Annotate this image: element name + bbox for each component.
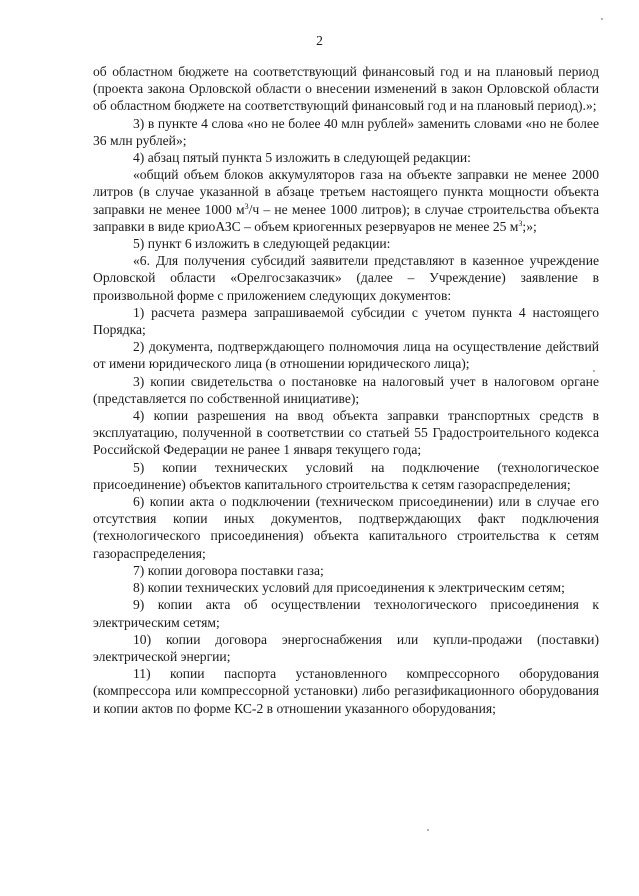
paragraph-amendment-5: 5) пункт 6 изложить в следующей редакции: (133, 236, 391, 252)
scan-speck (601, 18, 603, 20)
superscript-cubic-2: 3 (518, 218, 523, 228)
paragraph-amendment-3: 3) в пункте 4 слова «но не более 40 млн рублей» заменить словами «но не более 36 млн рублей»; (93, 115, 599, 148)
document-item-8: 8) копии технических условий для присоединения к электрическим сетям; (133, 580, 565, 596)
document-item-1: 1) расчета размера запрашиваемой субсидии с учетом пункта 4 настоящего Порядка; (93, 304, 599, 338)
document-item-4: 4) копии разрешения на ввод объекта заправки транспортных средств в эксплуатацию, полученной в соответствии со статьей 55 Градостроительного кодекса Российской Федерации не ранее 1 января текущего года; (93, 408, 599, 458)
paragraph-gas-storage-volume (93, 166, 599, 235)
scan-speck (593, 370, 595, 372)
scan-speck (427, 829, 429, 831)
gas-storage-text-part-3: ;»; (522, 218, 537, 234)
document-item-11: 11) копии паспорта установленного компрессорного оборудования (компрессора или компрессорной установки) либо регазификационного оборудования и копии актов по форме КС-2 в отношении указанного оборудования; (93, 666, 599, 716)
document-item-7: 7) копии договора поставки газа; (133, 562, 324, 578)
gas-storage-text-part-1: «общий объем блоков аккумуляторов газа на объекте заправки не менее 2000 литров (в случае указанной в абзаце третьем настоящего пункта мощности объекта заправки не менее 1000 м (93, 167, 599, 217)
document-item-5: 5) копии технических условий на подключение (технологическое присоединение) объектов капитального строительства к сетям газораспределения; (93, 459, 599, 492)
document-item-6: 6) копии акта о подключении (техническом присоединении) или в случае его отсутствия копии иных документов, подтверждающих факт подключения (технологического присоединения) объекта капитального строительства к сетям газораспределения; (93, 494, 599, 561)
document-item-2: 2) документа, подтверждающего полномочия лица на осуществление действий от имени юридического лица (в отношении юридического лица); (93, 339, 599, 372)
document-body (93, 63, 599, 717)
document-item-3: 3) копии свидетельства о постановке на налоговый учет в налоговом органе (представляется по собственной инициативе); (93, 373, 599, 406)
paragraph-budget-law-continuation: об областном бюджете на соответствующий финансовый год и на плановый период (проекта закона Орловской области о внесении изменений в закон Орловской области об областном бюджете на соответствующий финансовый год и на плановый период).»; (93, 64, 599, 114)
superscript-cubic-1: 3 (244, 201, 249, 211)
page-number: 2 (316, 33, 323, 48)
paragraph-amendment-4: 4) абзац пятый пункта 5 изложить в следующей редакции: (133, 150, 471, 166)
gas-storage-text-part-2: /ч – не менее 1000 литров); в случае строительства объекта заправки в виде криоАЗС – объем криогенных резервуаров не менее 25 м (93, 201, 599, 234)
document-item-9: 9) копии акта об осуществлении технологического присоединения к электрическим сетям; (93, 597, 599, 630)
paragraph-subsidy-application: «6. Для получения субсидий заявители представляют в казенное учреждение Орловской области «Орелгосзаказчик» (далее – Учреждение) заявление в произвольной форме с приложением следующих документов: (93, 253, 599, 303)
document-item-10: 10) копии договора энергоснабжения или купли-продажи (поставки) электрической энергии; (93, 631, 599, 664)
